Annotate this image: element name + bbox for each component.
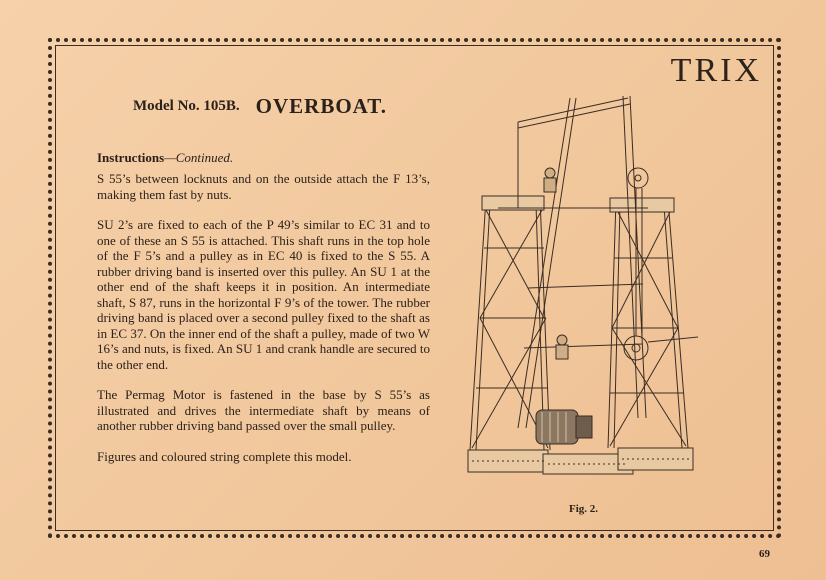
overboat-model-illustration [458, 88, 698, 488]
brand-logo: TRIX [670, 52, 762, 89]
instructions-label: Instructions [97, 150, 165, 165]
figure-caption: Fig. 2. [569, 503, 599, 515]
model-number: Model No. 105B. [133, 98, 240, 114]
page-number: 69 [759, 548, 770, 560]
paragraph-2: SU 2’s are fixed to each of the P 49’s similar to EC 31 and to one of these an S 55 is attached. This shaft runs in the top hole of the F 5’s and a pulley as in EC 40 is fixed to the S 55. A rubber driving band is inserted over this pulley. An SU 1 at the other end of the shaft keeps it in position. An intermediate shaft, S 87, runs in the horizontal F 9’s of the tower. The rubber driving band is placed over a second pulley fixed to the shaft as in EC 37. On the inner end of the shaft a pulley, made of two W 16’s and nuts, is fixed. An SU 1 and crank handle are secured to the other end. [97, 217, 430, 372]
model-name: OVERBOAT. [255, 94, 387, 118]
model-header [133, 94, 387, 119]
paragraph-1: S 55’s between locknuts and on the outside attach the F 13’s, making them fast by nuts. [97, 171, 430, 202]
instructions-heading [97, 150, 233, 166]
paragraph-4: Figures and coloured string complete this model. [97, 448, 352, 464]
paragraph-3: The Permag Motor is fastened in the base by S 55’s as illustrated and drives the intermediate shaft by means of another rubber driving band passed over the small pulley. [97, 387, 430, 433]
instructions-continued: —Continued. [164, 150, 234, 165]
instruction-text [97, 171, 430, 479]
